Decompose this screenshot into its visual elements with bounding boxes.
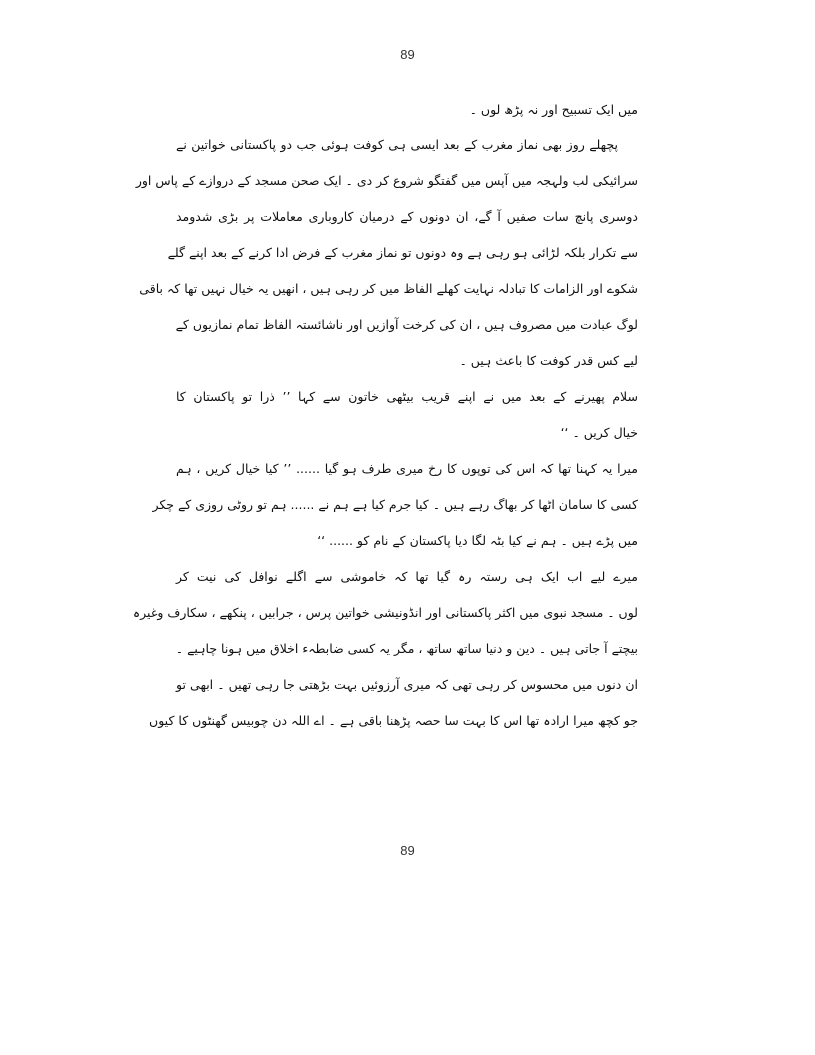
text-line: میرے لیے اب ایک ہی رستہ رہ گیا تھا کہ خاموشی سے اگلے نوافل کی نیت کر [176, 569, 638, 584]
text-line: دوسری پانچ سات صفیں آ گے، ان دونوں کے درمیان کاروباری معاملات پر بڑی شدومد [176, 209, 638, 224]
text-line: شکوے اور الزامات کا تبادلہ نہایت کھلے الفاظ میں کر رہی ہیں ، انھیں یہ خیال نہیں تھا کہ باقی [139, 281, 638, 296]
page-number-bottom: 89 [400, 843, 415, 858]
text-line: پچھلے روز بھی نماز مغرب کے بعد ایسی ہی کوفت ہوئی جب دو پاکستانی خواتین نے [176, 137, 618, 152]
text-line: ان دنوں میں محسوس کر رہی تھی کہ میری آرزوئیں بہت بڑھتی جا رہی تھیں ۔ ابھی تو [176, 677, 638, 692]
text-line: لوں ۔ مسجد نبوی میں اکثر پاکستانی اور انڈونیشی خواتین پرس ، جرابیں ، پنکھے ، سکارف وغیرہ [132, 605, 638, 620]
page-number-top: 89 [400, 47, 415, 62]
text-line: بیچتے آ جاتی ہیں ۔ دین و دنیا ساتھ ساتھ ، مگر یہ کسی ضابطہء اخلاق میں ہونا چاہیے ۔ [175, 641, 638, 656]
text-line: کسی کا سامان اٹھا کر بھاگ رہے ہیں ۔ کیا جرم کیا ہے ہم نے ...... ہم تو روٹی روزی کے چکر [152, 497, 638, 512]
text-line: میں پڑے ہیں ۔ ہم نے کیا بٹہ لگا دیا پاکستان کے نام کو ...... ‘‘ [317, 533, 638, 548]
text-line: میرا یہ کہنا تھا کہ اس کی توپوں کا رخ میری طرف ہو گیا ...... ’’ کیا خیال کریں ، ہم [176, 461, 638, 476]
text-line: سلام پھیرنے کے بعد میں نے اپنے قریب بیٹھی خاتون سے کہا ’’ ذرا تو پاکستان کا [176, 389, 638, 404]
text-line: سرائیکی لب ولہجہ میں آپس میں گفتگو شروع کر دی ۔ ایک صحن مسجد کے دروازے کے پاس اور [135, 173, 638, 188]
text-line: لیے کس قدر کوفت کا باعث ہیں ۔ [459, 353, 638, 368]
text-line: خیال کریں ۔ ‘‘ [560, 425, 638, 440]
text-line: میں ایک تسبیح اور نہ پڑھ لوں ۔ [469, 102, 638, 117]
text-line: لوگ عبادت میں مصروف ہیں ، ان کی کرخت آوازیں اور ناشائستہ الفاظ تمام نمازیوں کے [175, 317, 638, 332]
text-line: جو کچھ میرا ارادہ تھا اس کا بہت سا حصہ پڑھنا باقی ہے ۔ اے اللہ دن چوبیس گھنٹوں کا کیوں [149, 713, 638, 728]
text-line: سے تکرار بلکہ لڑائی ہو رہی ہے وہ دونوں تو نماز مغرب کے فرض ادا کرنے کے بعد اپنے گلے [167, 245, 638, 260]
